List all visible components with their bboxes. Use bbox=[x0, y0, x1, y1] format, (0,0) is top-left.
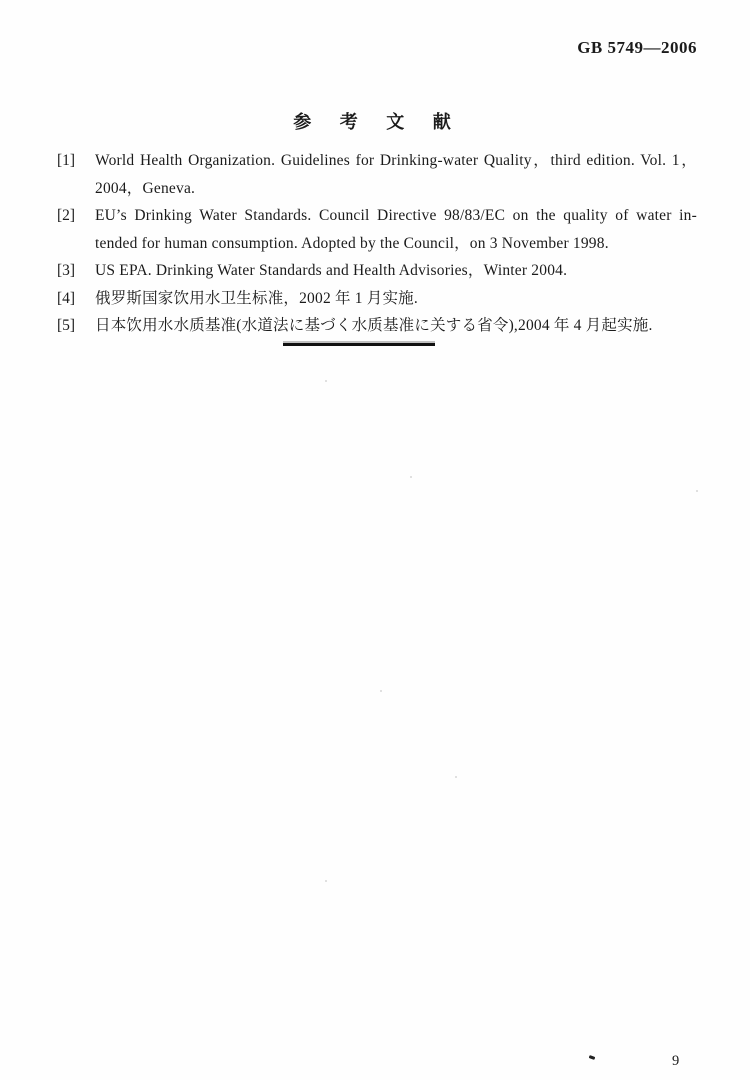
scan-speck bbox=[455, 776, 457, 778]
reference-item bbox=[57, 257, 697, 285]
reference-line: 2004，Geneva. bbox=[95, 179, 196, 197]
reference-line: World Health Organization. Guidelines for Drinking-water Quality，third edition. Vol. 1， bbox=[95, 152, 697, 169]
reference-item bbox=[57, 312, 697, 340]
reference-marker: [2] bbox=[57, 207, 76, 224]
reference-item bbox=[57, 285, 697, 313]
reference-text bbox=[95, 257, 697, 285]
reference-list bbox=[57, 147, 697, 340]
scan-speck bbox=[380, 690, 382, 692]
references-section-title: 参 考 文 献 bbox=[293, 112, 457, 132]
reference-item bbox=[57, 202, 697, 257]
reference-marker: [1] bbox=[57, 152, 76, 169]
scan-speck bbox=[325, 880, 327, 882]
section-end-rule bbox=[283, 343, 435, 346]
reference-marker: [5] bbox=[57, 317, 76, 334]
scan-speck bbox=[696, 490, 698, 492]
scan-speck bbox=[410, 476, 412, 478]
reference-line: tended for human consumption. Adopted by the Council，on 3 November 1998. bbox=[95, 234, 609, 252]
reference-line: 日本饮用水水质基准(水道法に基づく水质基准に关する省令),2004 年 4 月起实施. bbox=[95, 317, 653, 334]
page-number: 9 bbox=[672, 1053, 680, 1069]
reference-marker: [4] bbox=[57, 289, 76, 307]
scan-speck bbox=[589, 1055, 596, 1060]
reference-text bbox=[95, 147, 697, 202]
scan-speck bbox=[325, 380, 327, 382]
reference-line: US EPA. Drinking Water Standards and Health Advisories，Winter 2004. bbox=[95, 262, 568, 279]
reference-text bbox=[95, 285, 697, 313]
reference-text bbox=[95, 202, 697, 257]
reference-marker: [3] bbox=[57, 262, 76, 279]
reference-line: EU’s Drinking Water Standards. Council Directive 98/83/EC on the quality of water in- bbox=[95, 207, 697, 224]
standard-code-header: GB 5749—2006 bbox=[577, 38, 697, 57]
reference-text bbox=[95, 312, 697, 340]
reference-line: 俄罗斯国家饮用水卫生标准，2002 年 1 月实施. bbox=[95, 289, 418, 307]
reference-item bbox=[57, 147, 697, 202]
